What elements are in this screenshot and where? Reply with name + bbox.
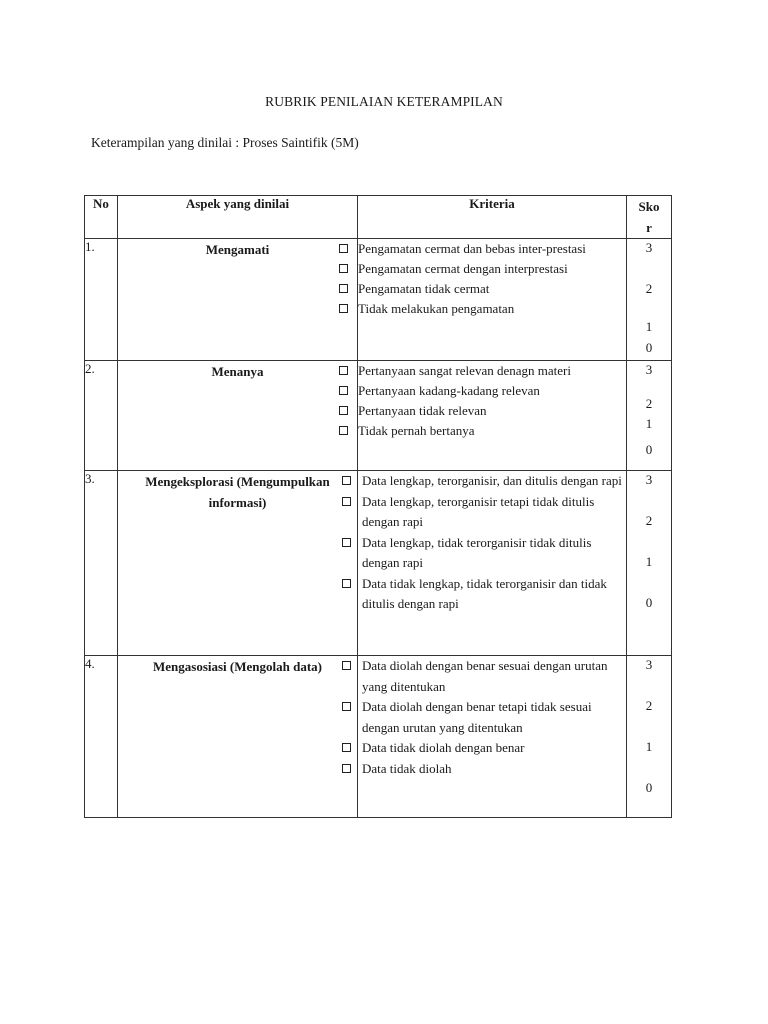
checkbox-icon: [339, 406, 348, 415]
checkbox-icon: [342, 497, 351, 506]
score-value: 2: [645, 281, 653, 296]
score-value: 2: [645, 396, 653, 411]
checkbox-icon: [339, 426, 348, 435]
score-value: 3: [645, 240, 653, 255]
criteria-item: Tidak pernah bertanya: [358, 421, 626, 441]
score-value: 1: [645, 319, 653, 334]
row-aspect: Mengasosiasi (Mengolah data): [118, 656, 358, 818]
row-number: 1.: [85, 239, 118, 361]
header-skor-part2: r: [646, 220, 652, 235]
criteria-item: Data lengkap, terorganisir, dan ditulis dengan rapi: [358, 471, 626, 492]
document-title: RUBRIK PENILAIAN KETERAMPILAN: [265, 94, 503, 109]
criteria-item: Pengamatan cermat dan bebas inter-prestasi: [358, 239, 626, 259]
criteria-item: Data lengkap, terorganisir tetapi tidak ditulis dengan rapi: [358, 492, 626, 533]
score-value: 0: [645, 595, 653, 610]
row-number: 4.: [85, 656, 118, 818]
checkbox-icon: [339, 264, 348, 273]
checkbox-icon: [342, 538, 351, 547]
checkbox-icon: [342, 476, 351, 485]
row-number: 3.: [85, 471, 118, 656]
checkbox-icon: [342, 764, 351, 773]
header-no: No: [85, 196, 118, 239]
row-scores: [627, 471, 672, 656]
criteria-item: Data diolah dengan benar tetapi tidak sesuai dengan urutan yang ditentukan: [358, 697, 626, 738]
checkbox-icon: [342, 702, 351, 711]
score-value: 1: [645, 554, 653, 569]
header-aspek: Aspek yang dinilai: [118, 196, 358, 239]
score-value: 3: [645, 657, 653, 672]
criteria-item: Data tidak diolah dengan benar: [358, 738, 626, 759]
row-criteria: [358, 239, 627, 361]
checkbox-icon: [339, 366, 348, 375]
criteria-item: Pengamatan cermat dengan interprestasi: [358, 259, 626, 279]
checkbox-icon: [339, 386, 348, 395]
criteria-item: Data lengkap, tidak terorganisir tidak ditulis dengan rapi: [358, 533, 626, 574]
criteria-item: Data tidak diolah: [358, 759, 626, 780]
row-criteria: [358, 656, 627, 818]
score-value: 0: [645, 442, 653, 457]
table-row: [85, 471, 672, 656]
score-value: 3: [645, 472, 653, 487]
document-subtitle: Keterampilan yang dinilai : Proses Saintifik (5M): [91, 135, 359, 150]
score-value: 1: [645, 416, 653, 431]
row-criteria: [358, 361, 627, 471]
criteria-item: Tidak melakukan pengamatan: [358, 299, 626, 319]
checkbox-icon: [339, 284, 348, 293]
checkbox-icon: [342, 579, 351, 588]
score-value: 2: [645, 698, 653, 713]
table-row: [85, 361, 672, 471]
table-row: [85, 239, 672, 361]
header-skor: [627, 196, 672, 239]
table-row: [85, 656, 672, 818]
row-aspect: Mengeksplorasi (Mengumpulkan informasi): [118, 471, 358, 656]
row-criteria: [358, 471, 627, 656]
row-number: 2.: [85, 361, 118, 471]
row-aspect: Menanya: [118, 361, 358, 471]
header-kriteria: Kriteria: [358, 196, 627, 239]
rubric-table: [84, 195, 672, 818]
row-aspect: Mengamati: [118, 239, 358, 361]
criteria-item: Data tidak lengkap, tidak terorganisir dan tidak ditulis dengan rapi: [358, 574, 626, 615]
checkbox-icon: [339, 244, 348, 253]
row-scores: [627, 656, 672, 818]
table-header-row: [85, 196, 672, 239]
criteria-item: Pertanyaan sangat relevan denagn materi: [358, 361, 626, 381]
checkbox-icon: [342, 661, 351, 670]
criteria-item: Pertanyaan kadang-kadang relevan: [358, 381, 626, 401]
score-value: 0: [645, 780, 653, 795]
score-value: 1: [645, 739, 653, 754]
score-value: 2: [645, 513, 653, 528]
score-value: 3: [645, 362, 653, 377]
header-skor-part1: Sko: [638, 199, 660, 214]
checkbox-icon: [339, 304, 348, 313]
score-value: 0: [645, 340, 653, 355]
criteria-item: Data diolah dengan benar sesuai dengan urutan yang ditentukan: [358, 656, 626, 697]
row-scores: [627, 361, 672, 471]
criteria-item: Pertanyaan tidak relevan: [358, 401, 626, 421]
criteria-item: Pengamatan tidak cermat: [358, 279, 626, 299]
row-scores: [627, 239, 672, 361]
checkbox-icon: [342, 743, 351, 752]
